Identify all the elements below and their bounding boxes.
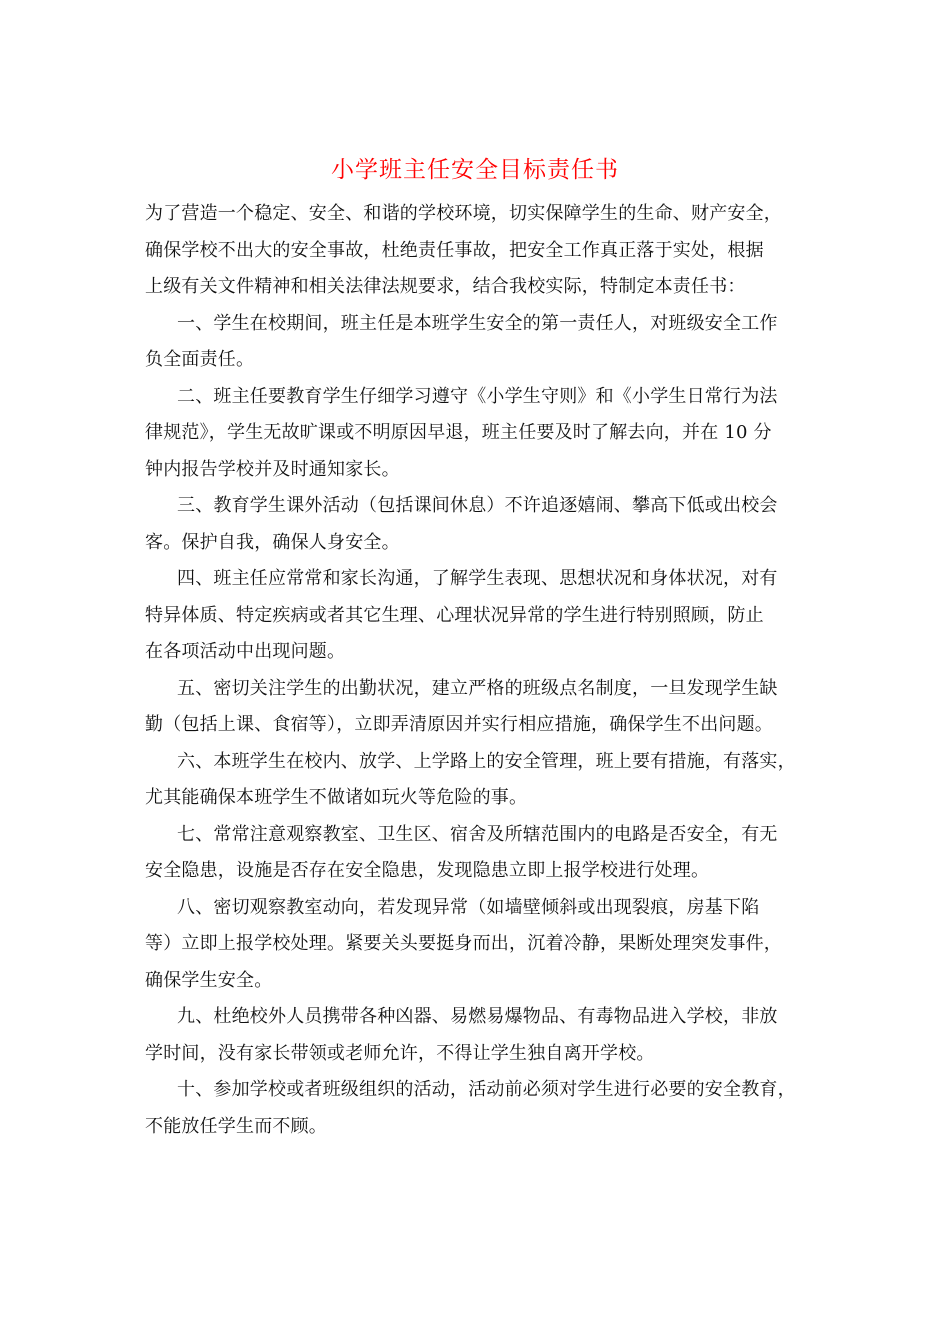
paragraph-line: 四、班主任应常常和家长沟通，了解学生表现、思想状况和身体状况，对有 [177,568,778,589]
paragraph-line: 负全面责任。 [145,349,255,370]
paragraph [145,1072,810,1145]
paragraph [145,890,810,1000]
paragraph [145,817,810,890]
paragraph-line: 特异体质、特定疾病或者其它生理、心理状况异常的学生进行特别照顾，防止 [145,604,764,626]
paragraph [145,744,810,817]
paragraph-line: 律规范》，学生无故旷课或不明原因早退，班主任要及时了解去向，并在 10 分 [145,422,772,443]
paragraph-line: 等）立即上报学校处理。紧要关头要挺身而出，沉着冷静，果断处理突发事件， [145,933,782,954]
paragraph-line: 六、本班学生在校内、放学、上学路上的安全管理，班上要有措施，有落实， [177,750,796,772]
paragraph-line: 一、学生在校期间，班主任是本班学生安全的第一责任人，对班级安全工作 [177,312,778,334]
paragraph-line: 二、班主任要教育学生仔细学习遵守《小学生守则》和《小学生日常行为法 [177,385,778,407]
paragraph [145,379,810,489]
paragraph-line: 学时间，没有家长带领或老师允许，不得让学生独自离开学校。 [145,1042,655,1064]
paragraph-line: 钟内报告学校并及时通知家长。 [145,458,400,480]
page-title: 小学班主任安全目标责任书 [331,157,619,183]
paragraph-line: 安全隐患，设施是否存在安全隐患，发现隐患立即上报学校进行处理。 [145,860,710,881]
paragraph-line: 十、参加学校或者班级组织的活动，活动前必须对学生进行必要的安全教育， [177,1079,796,1100]
paragraph [145,488,810,561]
paragraph-line: 尤其能确保本班学生不做诸如玩火等危险的事。 [145,787,528,808]
paragraph-line: 九、杜绝校外人员携带各种凶器、易燃易爆物品、有毒物品进入学校，非放 [177,1006,778,1027]
paragraph [145,306,810,379]
paragraph [145,196,810,306]
paragraph-line: 七、常常注意观察教室、卫生区、宿舍及所辖范围内的电路是否安全，有无 [177,823,778,845]
paragraph-line: 勤（包括上课、食宿等），立即弄清原因并实行相应措施，确保学生不出问题。 [145,714,773,735]
paragraph-line: 不能放任学生而不顾。 [145,1115,327,1137]
paragraph-line: 客。保护自我，确保人身安全。 [145,531,400,553]
paragraph [145,999,810,1072]
paragraph-line: 在各项活动中出现问题。 [145,641,346,662]
paragraph-line: 三、教育学生课外活动（包括课间休息）不许追逐嬉闹、攀高下低或出校会 [177,495,778,516]
paragraph [145,561,810,671]
paragraph-line: 五、密切关注学生的出勤状况，建立严格的班级点名制度，一旦发现学生缺 [177,677,778,699]
paragraph-line: 确保学生安全。 [145,969,273,991]
paragraph-line: 为了营造一个稳定、安全、和谐的学校环境，切实保障学生的生命、财产安全， [145,203,782,224]
paragraph-line: 八、密切观察教室动向，若发现异常（如墙壁倾斜或出现裂痕，房基下陷 [177,896,760,918]
paragraph-line: 确保学校不出大的安全事故，杜绝责任事故，把安全工作真正落于实处，根据 [145,239,764,261]
paragraph [145,671,810,744]
paragraph-line: 上级有关文件精神和相关法律法规要求，结合我校实际，特制定本责任书： [145,276,746,297]
document-body [145,196,810,1145]
